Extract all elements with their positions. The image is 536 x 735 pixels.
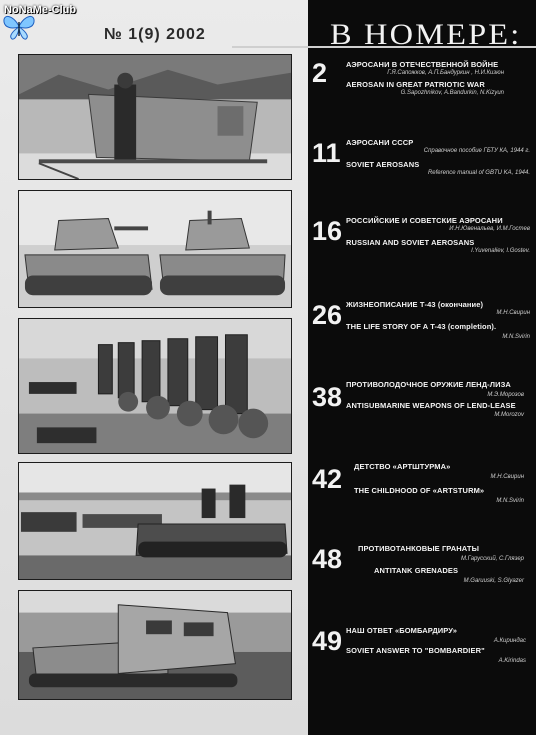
entry-title-en: SOVIET AEROSANS xyxy=(346,160,420,169)
entry-authors-ru: М.Н.Свирин xyxy=(496,310,530,316)
entry-title-en: AEROSAN IN GREAT PATRIOTIC WAR xyxy=(346,80,485,89)
toc-entry[interactable] xyxy=(308,624,536,684)
entry-authors-ru: М.Гаруcский, С.Глязер xyxy=(460,556,524,562)
entry-title-ru: НАШ ОТВЕТ «БОМБАРДИРУ» xyxy=(346,626,458,635)
entry-authors-ru: А.Кириндас xyxy=(493,638,526,644)
issue-number: № 1(9) 2002 xyxy=(104,26,206,43)
entry-authors-en: M.Garuuski, S.Glyazer xyxy=(463,578,524,584)
entry-page-number: 38 xyxy=(312,382,343,412)
entry-title-en: ANTISUBMARINE WEAPONS OF LEND-LEASE xyxy=(346,401,516,410)
entry-page-number: 11 xyxy=(312,138,341,168)
toc-entry[interactable] xyxy=(308,300,536,360)
photo-t34-tanks xyxy=(18,190,292,308)
butterfly-icon xyxy=(2,12,36,42)
entry-title-ru: ПРОТИВОТАНКОВЫЕ ГРАНАТЫ xyxy=(358,544,480,553)
entry-title-en: THE CHILDHOOD OF «ARTSTURM» xyxy=(354,486,485,495)
entry-page-number: 2 xyxy=(312,58,328,88)
photo-depth-charges xyxy=(18,318,292,454)
entry-authors-ru: Г.Я.Сапожков, А.П.Бандуркин , Н.И.Кизюн xyxy=(387,70,504,76)
toc-entry[interactable] xyxy=(308,138,536,198)
entry-authors-en: M.N.Svirin xyxy=(502,334,530,340)
entry-title-ru: ДЕТСТВО «АРТШТУРМА» xyxy=(354,462,451,471)
toc-entry[interactable] xyxy=(308,216,536,276)
toc-entry[interactable] xyxy=(308,540,536,600)
toc-entry[interactable] xyxy=(308,462,536,522)
photo-artsturm xyxy=(18,462,292,580)
entry-title-en: SOVIET ANSWER TO "BOMBARDIER" xyxy=(346,646,485,655)
entry-title-ru: ЖИЗНЕОПИСАНИЕ Т-43 (окончание) xyxy=(346,300,484,309)
entry-page-number: 16 xyxy=(312,216,343,246)
entry-authors-ru: Справочное пособие ГБТУ КА, 1944 г. xyxy=(423,148,530,154)
entry-page-number: 42 xyxy=(312,464,343,494)
toc-entry[interactable] xyxy=(308,380,536,440)
entry-page-number: 49 xyxy=(312,626,343,656)
photo-bombardier xyxy=(18,590,292,700)
entry-authors-en: A.Kirindas xyxy=(498,658,526,664)
entry-authors-en: Reference manual of GBTU KA, 1944. xyxy=(427,170,530,176)
entry-page-number: 48 xyxy=(312,544,343,574)
logo-text: NoNaMe-Club xyxy=(4,4,77,16)
entry-authors-ru: И.Н.Ювенальев, И.М.Гостев xyxy=(449,226,530,232)
site-logo xyxy=(0,0,92,52)
entry-title-en: RUSSIAN AND SOVIET AEROSANS xyxy=(346,238,475,247)
entry-title-ru: АЭРОСАНИ СССР xyxy=(346,138,414,147)
entry-authors-ru: М.Н.Свирин xyxy=(490,474,524,480)
contents-heading: В НОМЕРЕ: xyxy=(330,18,522,51)
entry-title-en: ANTITANK GRENADES xyxy=(374,566,459,575)
entry-title-ru: ПРОТИВОЛОДОЧНОЕ ОРУЖИЕ ЛЕНД-ЛИЗА xyxy=(346,380,511,389)
entry-title-ru: РОССИЙСКИЕ И СОВЕТСКИЕ АЭРОСАНИ xyxy=(346,216,503,225)
entry-title-en: THE LIFE STORY OF A T-43 (completion). xyxy=(346,322,497,331)
entry-page-number: 26 xyxy=(312,300,343,330)
toc-entry[interactable] xyxy=(308,58,536,118)
entry-authors-en: G.Sapozhnikov, A.Bandurkin, N.Kizyun xyxy=(400,90,504,96)
entry-authors-ru: М.Э.Морозов xyxy=(487,392,524,398)
entry-authors-en: M.Morozov xyxy=(494,412,524,418)
photo-aerosan xyxy=(18,54,292,180)
entry-authors-en: I.Yuvenaliev, I.Gostev. xyxy=(471,248,530,254)
entry-title-ru: АЭРОСАНИ В ОТЕЧЕСТВЕННОЙ ВОЙНЕ xyxy=(346,60,499,69)
entry-authors-en: M.N.Svirin xyxy=(496,498,524,504)
